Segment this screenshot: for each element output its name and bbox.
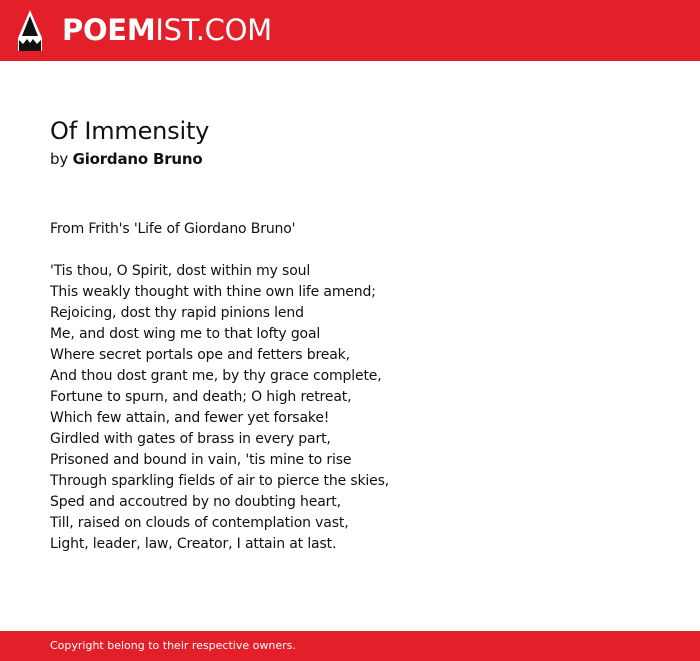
site-footer xyxy=(0,631,700,661)
poem-line: Where secret portals ope and fetters break, xyxy=(50,347,350,363)
poem-line: Through sparkling fields of air to pierce the skies, xyxy=(50,473,390,489)
site-header xyxy=(0,0,700,61)
poem-body xyxy=(50,219,670,555)
poem-line: Light, leader, law, Creator, I attain at last. xyxy=(50,536,337,552)
poem-line: Prisoned and bound in vain, 'tis mine to rise xyxy=(50,452,352,468)
pencil-tip-icon[interactable] xyxy=(18,10,42,51)
copyright-text: Copyright belong to their respective owners. xyxy=(50,639,296,652)
poem-line: And thou dost grant me, by thy grace complete, xyxy=(50,368,382,384)
poem-line: Me, and dost wing me to that lofty goal xyxy=(50,326,321,342)
poem-line: Girdled with gates of brass in every part, xyxy=(50,431,331,447)
by-label: by xyxy=(50,150,68,168)
poem-byline xyxy=(50,148,203,170)
source-note: From Frith's 'Life of Giordano Bruno' xyxy=(50,221,296,237)
poem-title: Of Immensity xyxy=(50,117,210,145)
poem-line: Fortune to spurn, and death; O high retreat, xyxy=(50,389,352,405)
brand-name-light: IST.COM xyxy=(155,13,272,47)
poem-line: Sped and accoutred by no doubting heart, xyxy=(50,494,341,510)
poem-line: This weakly thought with thine own life amend; xyxy=(50,284,376,300)
brand-name-bold: POEM xyxy=(62,13,156,47)
poem-line: Till, raised on clouds of contemplation vast, xyxy=(50,515,349,531)
poem-line: Which few attain, and fewer yet forsake! xyxy=(50,410,330,426)
poem-line: Rejoicing, dost thy rapid pinions lend xyxy=(50,305,304,321)
author-name: Giordano Bruno xyxy=(72,150,203,168)
poem-line: 'Tis thou, O Spirit, dost within my soul xyxy=(50,263,311,279)
stanza-gap xyxy=(50,240,670,261)
site-logo-link[interactable] xyxy=(62,13,272,47)
